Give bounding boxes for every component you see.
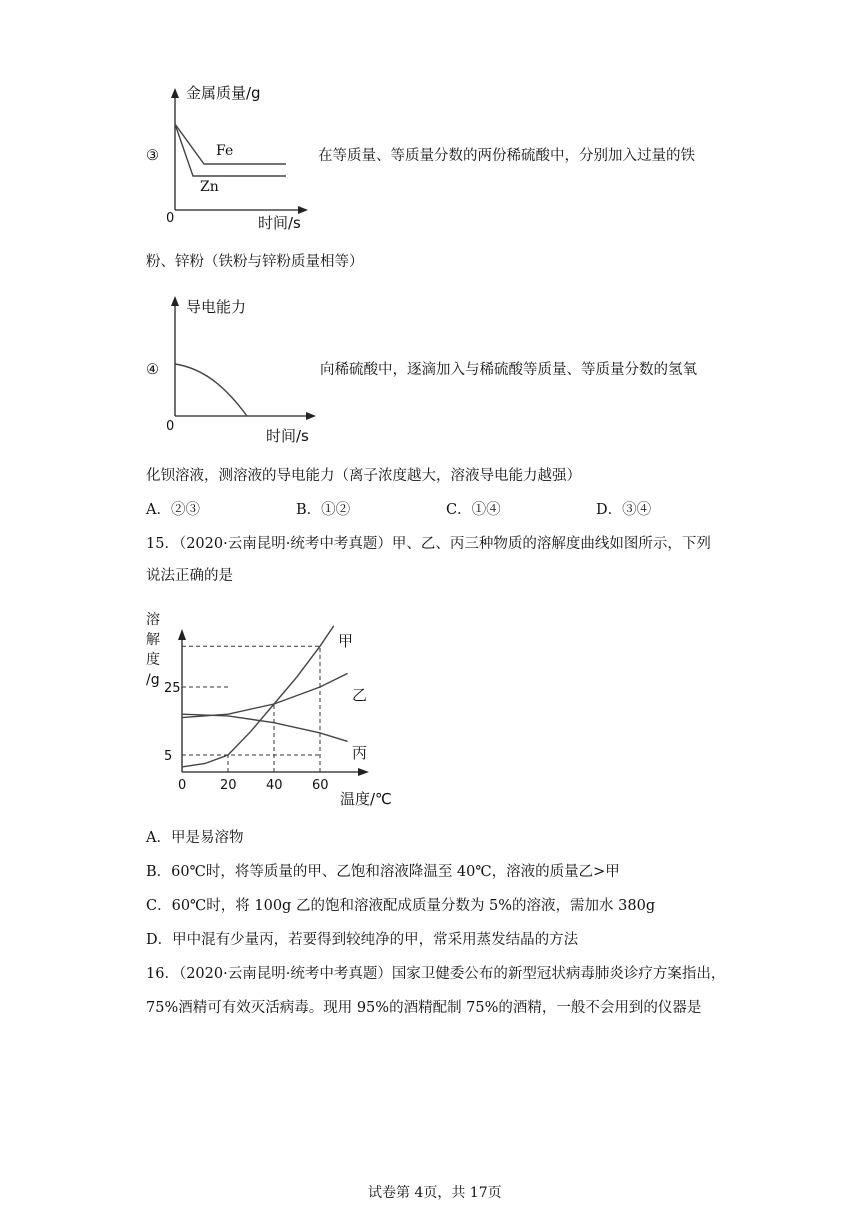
q14-option-d: D．③④ (596, 502, 652, 518)
q15-option-a: A．甲是易溶物 (146, 830, 244, 846)
series-label: 甲 (338, 632, 354, 650)
x-axis-arrow-icon (358, 768, 369, 776)
conductivity-figure (160, 286, 330, 446)
q14-option-a: A．②③ (146, 502, 200, 518)
y-axis-arrow-icon (178, 629, 186, 640)
item4-text-line1: 向稀硫酸中，逐滴加入与稀硫酸等质量、等质量分数的氢氧 (320, 362, 697, 378)
y-axis-label: 金属质量/g (186, 84, 261, 102)
x-tick-label: 20 (220, 778, 237, 793)
solubility-chart (140, 608, 400, 808)
y-axis-arrow-icon (171, 296, 179, 306)
x-axis-label: 时间/s (266, 427, 309, 445)
y-axis-label: 导电能力 (186, 298, 247, 316)
origin-label: 0 (166, 419, 175, 434)
metal-mass-figure (160, 78, 320, 232)
origin-label: 0 (166, 211, 175, 226)
series-label: 丙 (352, 744, 368, 762)
y-tick-label: 25 (164, 681, 181, 696)
q16-stem-line1: 16．（2020·云南昆明·统考中考真题）国家卫健委公布的新型冠状病毒肺炎诊疗方案指出， (146, 966, 726, 982)
q16-stem-line2: 75%酒精可有效灭活病毒。现用 95%的酒精配制 75%的酒精，一般不会用到的仪器是 (146, 1000, 702, 1016)
q15-stem-line2: 说法正确的是 (146, 568, 233, 584)
item3-text-line1: 在等质量、等质量分数的两份稀硫酸中，分别加入过量的铁 (318, 148, 695, 164)
y-axis-label (146, 611, 160, 688)
series-line-2 (182, 673, 348, 717)
fe-label: Fe (216, 143, 234, 159)
series-line-3 (182, 714, 348, 741)
item4-marker: ④ (146, 362, 159, 378)
conductivity-curve (175, 364, 247, 416)
series-line-1 (182, 626, 334, 767)
x-axis-arrow-icon (298, 206, 308, 214)
item3-text-line2: 粉、锌粉（铁粉与锌粉质量相等） (146, 254, 364, 270)
x-axis-arrow-icon (306, 412, 316, 420)
page-footer: 试卷第 4页，共 17页 (368, 1185, 502, 1201)
y-axis-label-char: 溶 (146, 612, 160, 628)
item4-text-line2: 化钡溶液，测溶液的导电能力（离子浓度越大，溶液导电能力越强） (146, 468, 581, 484)
y-axis-label-char: 度 (146, 652, 160, 668)
y-axis-label-char: /g (146, 672, 160, 688)
y-axis-label-char: 解 (146, 632, 160, 648)
origin-label: 0 (178, 778, 187, 793)
q15-option-c: C．60℃时，将 100g 乙的饱和溶液配成质量分数为 5%的溶液，需加水 380g (146, 898, 656, 914)
x-axis-label: 时间/s (258, 214, 301, 232)
y-tick-label: 5 (164, 749, 173, 764)
q15-stem-line1: 15．（2020·云南昆明·统考中考真题）甲、乙、丙三种物质的溶解度曲线如图所示，下列 (146, 536, 711, 552)
x-axis-label: 温度/℃ (340, 790, 392, 808)
q14-option-c: C．①④ (446, 502, 501, 518)
q15-option-d: D．甲中混有少量丙，若要得到较纯净的甲，常采用蒸发结晶的方法 (146, 932, 579, 948)
x-tick-label: 40 (266, 778, 283, 793)
q15-option-b: B．60℃时，将等质量的甲、乙饱和溶液降温至 40℃，溶液的质量乙>甲 (146, 864, 620, 880)
item3-marker: ③ (146, 148, 159, 164)
series-label: 乙 (352, 686, 368, 704)
x-tick-label: 60 (312, 778, 329, 793)
q14-option-b: B．①② (296, 502, 351, 518)
zn-label: Zn (200, 179, 219, 195)
y-axis-arrow-icon (171, 88, 179, 98)
